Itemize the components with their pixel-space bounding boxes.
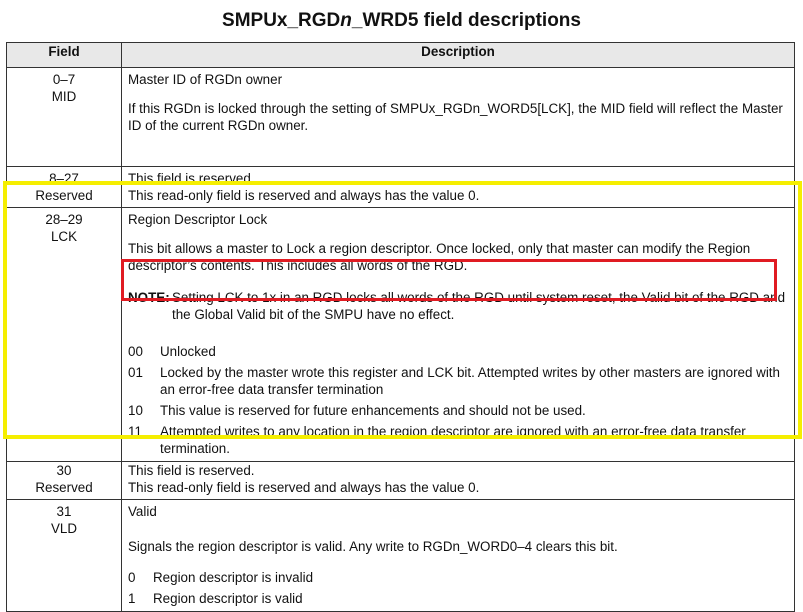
description-cell	[122, 462, 795, 500]
note-text: Setting LCK to 1x in an RGD locks all words of the RGD until system reset, the Valid bit of the RGD and the Global Valid bit of the SMPU have no effect.	[172, 290, 786, 322]
page-title	[0, 10, 803, 32]
table-row-reserved-30	[7, 462, 795, 500]
description-cell	[122, 167, 795, 208]
field-cell	[7, 208, 122, 462]
field-bits: 28–29	[45, 212, 83, 227]
desc-body: Signals the region descriptor is valid. Any write to RGDn_WORD0–4 clears this bit.	[128, 539, 618, 554]
field-descriptions-table	[6, 42, 795, 612]
field-cell	[7, 500, 122, 612]
desc-line2: This read-only field is reserved and always has the value 0.	[128, 188, 480, 203]
value-code: 01	[128, 365, 143, 380]
field-bits: 8–27	[49, 171, 79, 186]
table-row-mid	[7, 68, 795, 167]
field-cell	[7, 167, 122, 208]
desc-body: If this RGDn is locked through the setting of SMPUx_RGDn_WORD5[LCK], the MID field will reflect the Master ID of the current RGDn owner.	[128, 101, 783, 133]
header-field: Field	[7, 43, 122, 68]
field-name: MID	[51, 89, 77, 104]
value-text: Attempted writes to any location in the region descriptor are ignored with an error-free data transfer termination.	[160, 424, 746, 456]
value-text: Region descriptor is invalid	[153, 570, 314, 585]
title-italic: n	[340, 10, 352, 31]
field-cell	[7, 68, 122, 167]
value-code: 10	[128, 403, 143, 418]
list-item	[128, 590, 788, 607]
value-list	[128, 343, 788, 457]
value-list	[128, 569, 788, 607]
desc-title: Valid	[128, 504, 157, 519]
table-row-lck	[7, 208, 795, 462]
value-text: This value is reserved for future enhancements and should not be used.	[160, 403, 586, 418]
table-header-row	[7, 43, 795, 68]
table-row-vld	[7, 500, 795, 612]
list-item	[128, 423, 788, 457]
value-text: Unlocked	[160, 344, 216, 359]
field-name: Reserved	[35, 480, 93, 495]
header-description: Description	[122, 43, 795, 68]
title-suffix: _WRD5 field descriptions	[351, 10, 581, 31]
field-name: VLD	[50, 521, 78, 536]
value-text: Region descriptor is valid	[153, 591, 303, 606]
list-item	[128, 569, 788, 586]
desc-line1: This field is reserved.	[128, 171, 255, 186]
value-code: 1	[128, 591, 136, 606]
desc-title: Master ID of RGDn owner	[128, 72, 283, 87]
value-code: 0	[128, 570, 136, 585]
list-item	[128, 402, 788, 419]
description-cell	[122, 208, 795, 462]
value-code: 11	[128, 424, 142, 439]
list-item	[128, 364, 788, 398]
desc-line2: This read-only field is reserved and always has the value 0.	[128, 480, 480, 495]
title-prefix: SMPUx_RGD	[222, 10, 341, 31]
field-name: LCK	[50, 229, 78, 244]
desc-title: Region Descriptor Lock	[128, 212, 268, 227]
field-bits: 31	[56, 504, 72, 519]
desc-body: This bit allows a master to Lock a region descriptor. Once locked, only that master can modify the Region descriptor’s contents. This includes all words of the RGD.	[128, 241, 751, 273]
field-bits: 30	[56, 463, 72, 478]
desc-line1: This field is reserved.	[128, 463, 255, 478]
table-row-reserved-8-27	[7, 167, 795, 208]
field-cell	[7, 462, 122, 500]
value-code: 00	[128, 344, 143, 359]
list-item	[128, 343, 788, 360]
field-bits: 0–7	[52, 72, 76, 87]
note-label: NOTE:	[128, 290, 170, 305]
description-cell	[122, 500, 795, 612]
value-text: Locked by the master wrote this register and LCK bit. Attempted writes by other masters are ignored with an error-free data transfer termination	[160, 365, 780, 397]
description-cell	[122, 68, 795, 167]
note	[128, 289, 788, 323]
field-name: Reserved	[35, 188, 93, 203]
